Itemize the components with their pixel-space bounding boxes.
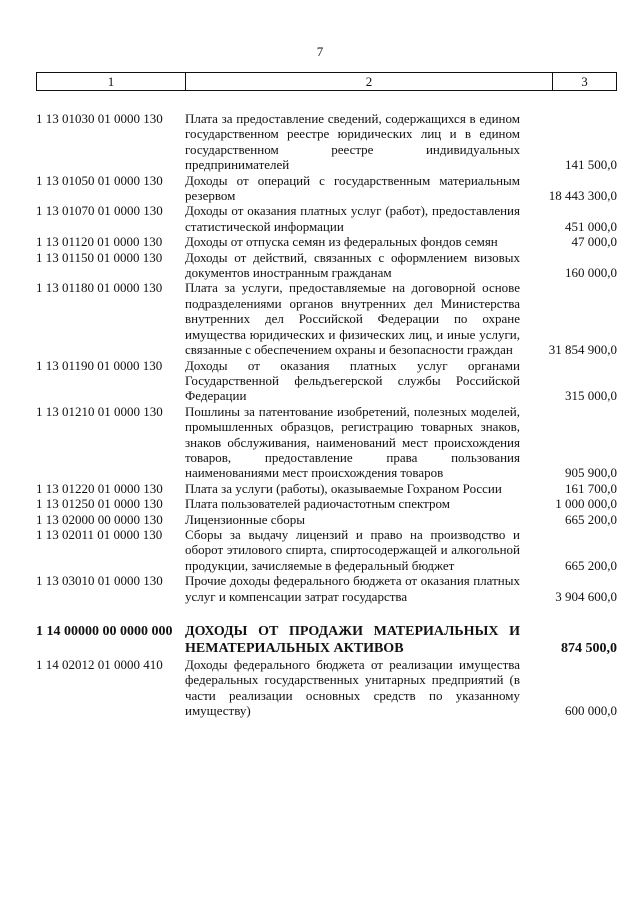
row-description: Доходы от отпуска семян из федеральных фондов семян bbox=[185, 234, 498, 250]
column-header-1: 1 bbox=[37, 73, 186, 90]
section-amount: 874 500,0 bbox=[561, 640, 617, 656]
section-title: ДОХОДЫ ОТ ПРОДАЖИ МАТЕРИАЛЬНЫХ И НЕМАТЕРИАЛЬНЫХ АКТИВОВ bbox=[185, 624, 520, 656]
column-header-2: 2 bbox=[186, 73, 553, 90]
row-amount: 665 200,0 bbox=[565, 511, 617, 527]
row-amount: 160 000,0 bbox=[565, 265, 617, 281]
table-row bbox=[36, 573, 617, 604]
row-amount: 665 200,0 bbox=[565, 557, 617, 573]
table-row bbox=[36, 496, 617, 511]
row-amount: 1 000 000,0 bbox=[555, 496, 617, 512]
table-row bbox=[36, 657, 617, 719]
page-number: 7 bbox=[316, 44, 324, 59]
table-row bbox=[36, 203, 617, 234]
row-code: 1 13 01220 01 0000 130 bbox=[36, 480, 163, 496]
budget-table bbox=[36, 111, 617, 719]
row-description: Пошлины за патентование изобретений, полезных моделей, промышленных образцов, регистрацию товарных знаков, знаков обслуживания, наименований мест происхождения товаров, предоставление права пользования наименованиями мест происхождения товаров bbox=[185, 403, 520, 481]
row-description: Плата за услуги, предоставляемые на договорной основе подразделениями органов внутренних дел Министерства внутренних дел Российской Федерации по охране имущества юридических и физических лиц, и иные услуги, связанные с обеспечением охраны и безопасности граждан bbox=[185, 280, 520, 358]
row-description: Плата за услуги (работы), оказываемые Гохраном России bbox=[185, 480, 502, 496]
section-code: 1 14 00000 00 0000 000 bbox=[36, 624, 173, 639]
row-code: 1 13 01030 01 0000 130 bbox=[36, 111, 163, 126]
row-amount: 47 000,0 bbox=[571, 234, 617, 250]
row-amount: 18 443 300,0 bbox=[548, 188, 617, 204]
table-row bbox=[36, 512, 617, 527]
row-amount: 31 854 900,0 bbox=[548, 342, 617, 358]
row-description: Плата пользователей радиочастотным спектром bbox=[185, 496, 450, 512]
row-code: 1 13 01210 01 0000 130 bbox=[36, 403, 163, 419]
row-description: Плата за предоставление сведений, содержащихся в едином государственном реестре юридических лиц и в едином государственном реестре индивидуальных предпринимателей bbox=[185, 111, 520, 173]
row-amount: 3 904 600,0 bbox=[555, 588, 617, 604]
column-header-table bbox=[36, 72, 617, 91]
column-header-3: 3 bbox=[581, 73, 588, 89]
table-row bbox=[36, 280, 617, 357]
table-row bbox=[36, 250, 617, 281]
row-description: Доходы от действий, связанных с оформлением визовых документов иностранным гражданам bbox=[185, 249, 520, 281]
row-code: 1 13 01070 01 0000 130 bbox=[36, 203, 163, 219]
row-code: 1 13 03010 01 0000 130 bbox=[36, 573, 163, 589]
row-description: Лицензионные сборы bbox=[185, 511, 305, 527]
row-description: Доходы от оказания платных услуг органами Государственной фельдъегерской службы Российской Федерации bbox=[185, 357, 520, 404]
table-row bbox=[36, 404, 617, 481]
row-code: 1 13 02000 00 0000 130 bbox=[36, 511, 163, 527]
row-amount: 600 000,0 bbox=[565, 703, 617, 719]
row-amount: 905 900,0 bbox=[565, 465, 617, 481]
table-row bbox=[36, 111, 617, 173]
section-heading-row bbox=[36, 624, 617, 657]
row-code: 1 13 01120 01 0000 130 bbox=[36, 234, 163, 250]
row-description: Прочие доходы федерального бюджета от оказания платных услуг и компенсации затрат государства bbox=[185, 573, 520, 604]
row-amount: 315 000,0 bbox=[565, 388, 617, 404]
row-code: 1 13 01150 01 0000 130 bbox=[36, 249, 163, 265]
row-code: 1 13 01250 01 0000 130 bbox=[36, 496, 163, 512]
row-amount: 451 000,0 bbox=[565, 218, 617, 234]
row-amount: 161 700,0 bbox=[565, 480, 617, 496]
row-amount: 141 500,0 bbox=[565, 157, 617, 173]
table-row bbox=[36, 173, 617, 204]
row-code: 1 13 01190 01 0000 130 bbox=[36, 357, 163, 373]
table-row bbox=[36, 234, 617, 249]
row-code: 1 14 02012 01 0000 410 bbox=[36, 657, 163, 672]
table-row bbox=[36, 481, 617, 496]
row-code: 1 13 01180 01 0000 130 bbox=[36, 280, 163, 296]
row-code: 1 13 02011 01 0000 130 bbox=[36, 526, 163, 542]
row-description: Доходы федерального бюджета от реализации имущества федеральных государственных унитарных предприятий (в части реализации основных средств по указанному имуществу) bbox=[185, 657, 520, 719]
row-description: Доходы от оказания платных услуг (работ), предоставления статистической информации bbox=[185, 203, 520, 234]
row-description: Доходы от операций с государственным материальным резервом bbox=[185, 172, 520, 204]
row-description: Сборы за выдачу лицензий и право на производство и оборот этилового спирта, спиртосодержащей и алкогольной продукции, зачисляемые в федеральный бюджет bbox=[185, 526, 520, 573]
table-row bbox=[36, 358, 617, 404]
table-row bbox=[36, 527, 617, 573]
row-code: 1 13 01050 01 0000 130 bbox=[36, 172, 163, 188]
